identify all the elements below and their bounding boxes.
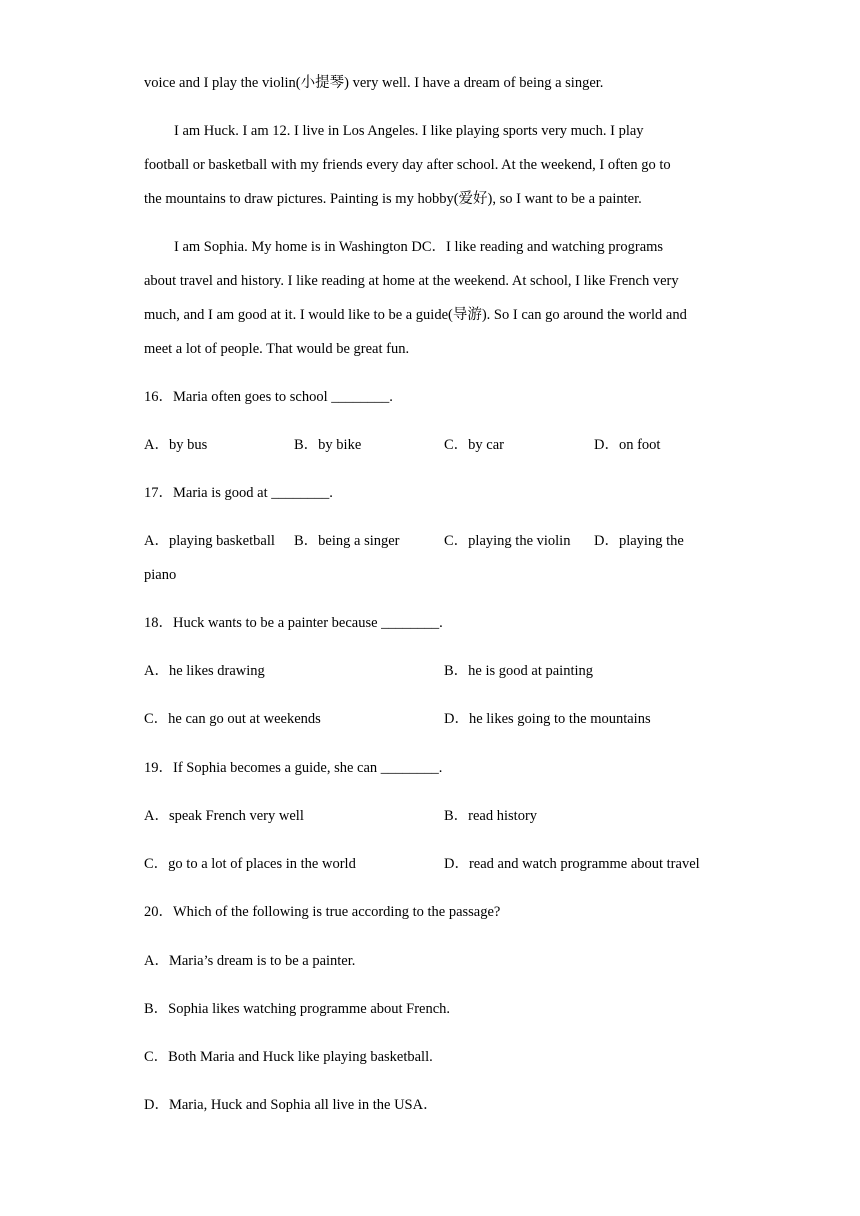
question-stem: 20．Which of the following is true according to the passage? [144, 904, 501, 920]
passage-line: much, and I am good at it. I would like to be a guide(导游). So I can go around the world and [144, 307, 687, 323]
option-a: A．Maria’s dream is to be a painter. [144, 953, 356, 969]
passage-line: I am Huck. I am 12. I live in Los Angeles. I like playing sports very much. I play [174, 123, 644, 139]
question-stem: 18．Huck wants to be a painter because ________. [144, 615, 443, 631]
option-c: C．Both Maria and Huck like playing basketball. [144, 1049, 433, 1065]
passage-line: about travel and history. I like reading at home at the weekend. At school, I like French very [144, 273, 679, 289]
option-b: B．Sophia likes watching programme about French. [144, 1001, 451, 1017]
passage-line: meet a lot of people. That would be great fun. [144, 341, 410, 357]
option-d: D．he likes going to the mountains [444, 711, 651, 727]
option-c: C．he can go out at weekends [144, 711, 321, 727]
option-d-continuation: piano [144, 567, 177, 583]
option-c: C．playing the violin [444, 533, 571, 549]
passage-line: the mountains to draw pictures. Painting is my hobby(爱好), so I want to be a painter. [144, 191, 642, 207]
option-a: A．by bus [144, 437, 208, 453]
question-stem: 16．Maria often goes to school ________. [144, 389, 393, 405]
passage-line: I am Sophia. My home is in Washington DC．I like reading and watching programs [174, 239, 664, 255]
question-stem: 17．Maria is good at ________. [144, 485, 333, 501]
option-c: C．by car [444, 437, 504, 453]
option-b: B．being a singer [294, 533, 400, 549]
option-d: D．read and watch programme about travel [444, 856, 700, 872]
option-d: D．playing the [594, 533, 684, 549]
option-a: A．speak French very well [144, 808, 304, 824]
passage-line: voice and I play the violin(小提琴) very well. I have a dream of being a singer. [144, 75, 604, 91]
option-a: A．playing basketball [144, 533, 275, 549]
option-d: D．Maria, Huck and Sophia all live in the USA． [144, 1097, 438, 1113]
option-b: B．he is good at painting [444, 663, 594, 679]
option-b: B．by bike [294, 437, 362, 453]
option-c: C．go to a lot of places in the world [144, 856, 356, 872]
question-stem: 19．If Sophia becomes a guide, she can ________. [144, 760, 443, 776]
option-a: A．he likes drawing [144, 663, 265, 679]
option-b: B．read history [444, 808, 538, 824]
option-d: D．on foot [594, 437, 661, 453]
passage-line: football or basketball with my friends every day after school. At the weekend, I often go to [144, 157, 671, 173]
